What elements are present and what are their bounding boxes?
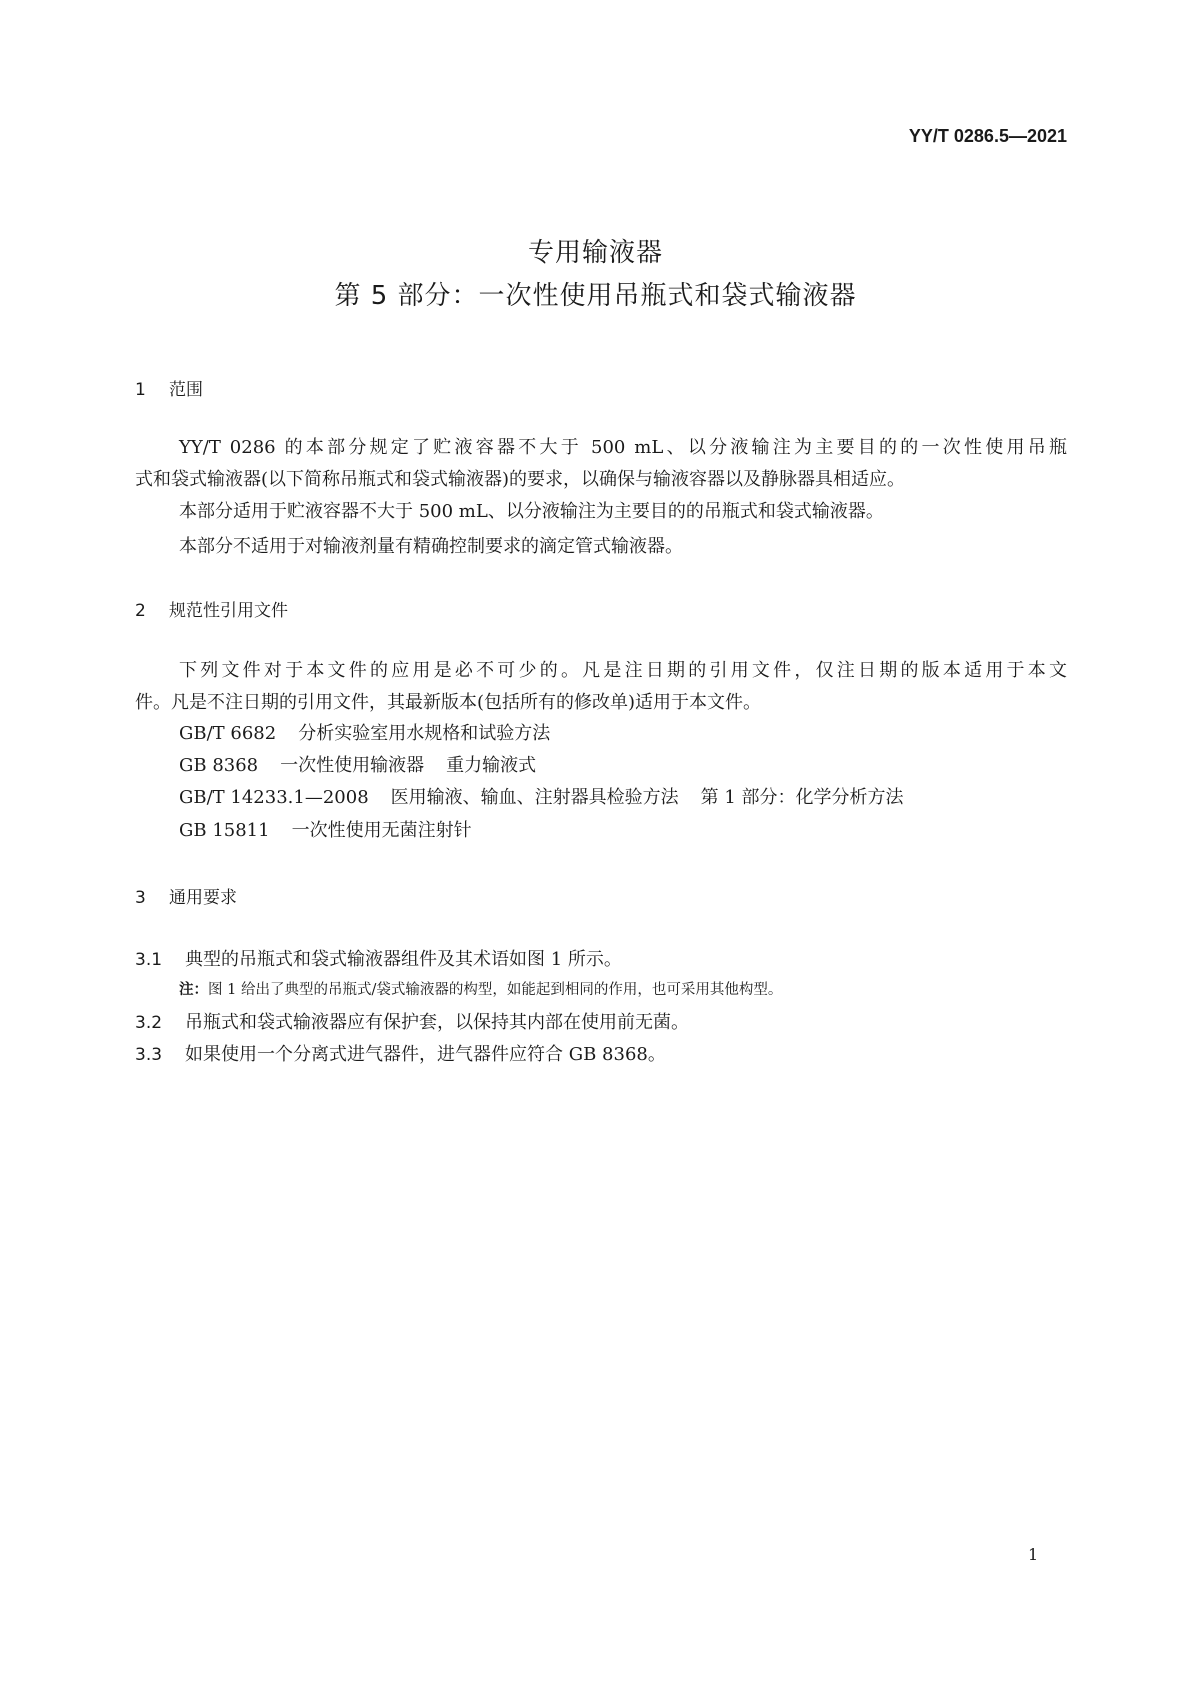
- clause-text: 吊瓶式和袋式输液器应有保护套，以保持其内部在使用前无菌。: [185, 1012, 689, 1033]
- reference-title: 一次性使用输液器: [280, 755, 425, 776]
- section-title: 通用要求: [169, 888, 237, 908]
- section-heading-2: [135, 596, 288, 621]
- section-number: 1: [135, 380, 146, 400]
- title-part: 第 5 部分：一次性使用吊瓶式和袋式输液器: [334, 281, 857, 311]
- note: [179, 978, 782, 999]
- paragraph-line: 式和袋式输液器(以下简称吊瓶式和袋式输液器)的要求，以确保与输液容器以及静脉器具相适应。: [135, 469, 906, 490]
- reference-item: [179, 819, 472, 843]
- paragraph-line: 本部分不适用于对输液剂量有精确控制要求的滴定管式输液器。: [179, 536, 683, 557]
- note-text: 图 1 给出了典型的吊瓶式/袋式输液器的构型，如能起到相同的作用，也可采用其他构型。: [208, 982, 783, 998]
- title-main: 专用输液器: [527, 238, 663, 268]
- clause-number: 3.1: [135, 950, 163, 970]
- section-heading-3: [135, 883, 237, 908]
- clause-3-3: [135, 1040, 666, 1066]
- clause-number: 3.3: [135, 1045, 163, 1065]
- reference-subtitle: 重力输液式: [446, 755, 537, 776]
- paragraph-line: 件。凡是不注日期的引用文件，其最新版本(包括所有的修改单)适用于本文件。: [135, 692, 762, 713]
- reference-subtitle: 第 1 部分：化学分析方法: [700, 787, 904, 808]
- section-title: 范围: [169, 380, 203, 400]
- clause-3-2: [135, 1008, 689, 1034]
- note-label: 注：: [179, 982, 208, 998]
- clause-3-1: [135, 945, 622, 971]
- reference-code: GB 15811: [179, 820, 270, 841]
- reference-item: [179, 786, 904, 810]
- document-number: YY/T 0286.5—2021: [908, 126, 1067, 146]
- section-heading-1: [135, 375, 203, 400]
- paragraph-line: YY/T 0286 的本部分规定了贮液容器不大于 500 mL、以分液输注为主要目的的一次性使用吊瓶: [179, 437, 1067, 458]
- reference-code: GB 8368: [179, 755, 259, 776]
- clause-text: 典型的吊瓶式和袋式输液器组件及其术语如图 1 所示。: [185, 949, 622, 970]
- section-number: 3: [135, 888, 146, 908]
- clause-number: 3.2: [135, 1013, 163, 1033]
- reference-code: GB/T 6682: [179, 723, 277, 744]
- reference-item: [179, 754, 536, 778]
- section-title: 规范性引用文件: [169, 601, 288, 621]
- reference-title: 分析实验室用水规格和试验方法: [298, 723, 551, 744]
- reference-title: 一次性使用无菌注射针: [291, 820, 472, 841]
- reference-code: GB/T 14233.1—2008: [179, 787, 369, 808]
- clause-text: 如果使用一个分离式进气器件，进气器件应符合 GB 8368。: [185, 1044, 666, 1065]
- page-number: 1: [1028, 1545, 1039, 1564]
- section-number: 2: [135, 601, 146, 621]
- reference-title: 医用输液、输血、注射器具检验方法: [390, 787, 679, 808]
- paragraph-line: 下列文件对于本文件的应用是必不可少的。凡是注日期的引用文件，仅注日期的版本适用于本文: [179, 660, 1067, 681]
- paragraph-line: 本部分适用于贮液容器不大于 500 mL、以分液输注为主要目的的吊瓶式和袋式输液器。: [179, 501, 884, 522]
- reference-item: [179, 722, 550, 746]
